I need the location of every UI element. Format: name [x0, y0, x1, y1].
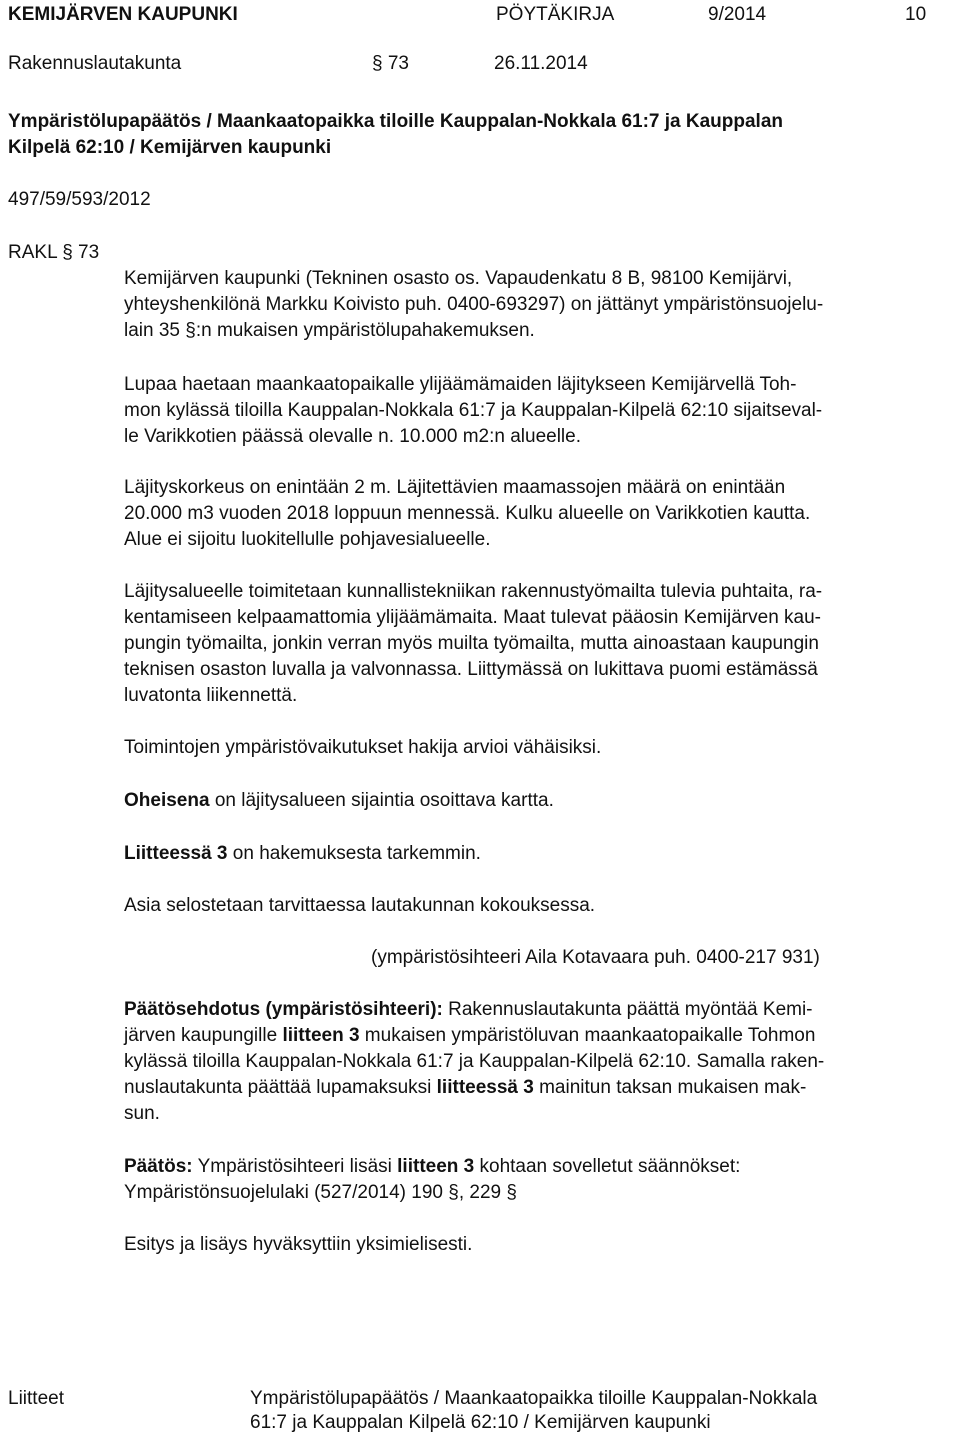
org-name: KEMIJÄRVEN KAUPUNKI: [8, 4, 238, 25]
decision-line: [124, 1154, 740, 1180]
bold-term: liitteessä 3: [436, 1077, 534, 1098]
body-text-line: Läjityskorkeus on enintään 2 m. Läjitettävien maamassojen määrä on enintään: [124, 477, 786, 498]
document-number: 9/2014: [708, 4, 767, 25]
contact-info: (ympäristösihteeri Aila Kotavaara puh. 0400-217 931): [371, 947, 820, 968]
attachment-line: 61:7 ja Kauppalan Kilpelä 62:10 / Kemijärven kaupunki: [250, 1412, 711, 1433]
body-text: on läjitysalueen sijaintia osoittava kartta.: [209, 790, 554, 811]
record-number: 497/59/593/2012: [8, 189, 151, 210]
meeting-date: 26.11.2014: [494, 53, 588, 74]
body-text: mainitun taksan mukaisen mak-: [533, 1077, 807, 1098]
document-type: PÖYTÄKIRJA: [496, 4, 615, 25]
body-text-line: pungin työmailta, jonkin verran myös muilta työmailta, mutta ainoastaan kaupungin: [124, 633, 819, 654]
body-text-line: Toimintojen ympäristövaikutukset hakija arvioi vähäisiksi.: [124, 737, 602, 758]
proposal-label: Päätösehdotus (ympäristösihteeri):: [124, 999, 443, 1020]
bold-term: Liitteessä 3: [124, 843, 228, 864]
body-text-line: Asia selostetaan tarvittaessa lautakunnan kokouksessa.: [124, 895, 596, 916]
page-number: 10: [905, 4, 927, 25]
bold-term: liitteen 3: [282, 1025, 360, 1046]
body-text-line: teknisen osaston luvalla ja valvonnassa. Liittymässä on lukittava puomi estämässä: [124, 659, 818, 680]
body-text-line: Kemijärven kaupunki (Tekninen osasto os. Vapaudenkatu 8 B, 98100 Kemijärvi,: [124, 268, 793, 289]
proposal-line: sun.: [124, 1103, 160, 1124]
body-text-line: le Varikkotien päässä olevalle n. 10.000 m2:n alueelle.: [124, 426, 581, 447]
body-text-line: 20.000 m3 vuoden 2018 loppuun mennessä. Kulku alueelle on Varikkotien kautta.: [124, 503, 811, 524]
decision-label: Päätös:: [124, 1156, 193, 1177]
rakl-label: RAKL § 73: [8, 242, 100, 263]
board-name: Rakennuslautakunta: [8, 53, 182, 74]
map-attachment-note: [124, 788, 554, 814]
body-text-line: Lupaa haetaan maankaatopaikalle ylijäämämaiden läjitykseen Kemijärvellä Toh-: [124, 374, 797, 395]
body-text: Ympäristösihteeri lisäsi: [192, 1156, 398, 1177]
body-text-line: luvatonta liikennettä.: [124, 685, 298, 706]
attachments-label: Liitteet: [8, 1388, 64, 1409]
body-text-line: Läjitysalueelle toimitetaan kunnallistekniikan rakennustyömailta tulevia puhtaita, ra-: [124, 581, 823, 602]
section-number: § 73: [372, 53, 409, 74]
body-text: nuslautakunta päättää lupamaksuksi: [124, 1077, 437, 1098]
body-text: järven kaupungille: [124, 1025, 283, 1046]
body-text-line: kentamiseen kelpaamattomia ylijäämämaita. Maat tulevat pääosin Kemijärven kau-: [124, 607, 822, 628]
body-text-line: mon kylässä tiloilla Kauppalan-Nokkala 61:7 ja Kauppalan-Kilpelä 62:10 sijaitseval-: [124, 400, 823, 421]
body-text-line: Alue ei sijoitu luokitellulle pohjavesialueelle.: [124, 529, 491, 550]
body-text: Rakennuslautakunta päättä myöntää Kemi-: [442, 999, 813, 1020]
proposal-line: kylässä tiloilla Kauppalan-Nokkala 61:7 ja Kauppalan-Kilpelä 62:10. Samalla raken-: [124, 1051, 825, 1072]
proposal-line: [124, 997, 813, 1023]
proposal-line: [124, 1075, 806, 1101]
body-text: kohtaan sovelletut säännökset:: [474, 1156, 741, 1177]
body-text-line: lain 35 §:n mukaisen ympäristölupahakemuksen.: [124, 320, 535, 341]
case-title-line: Kilpelä 62:10 / Kemijärven kaupunki: [8, 137, 332, 158]
decision-line: Esitys ja lisäys hyväksyttiin yksimielisesti.: [124, 1234, 473, 1255]
proposal-line: [124, 1023, 815, 1049]
appendix-note: [124, 841, 481, 867]
body-text: on hakemuksesta tarkemmin.: [227, 843, 481, 864]
body-text: mukaisen ympäristöluvan maankaatopaikalle Tohmon: [359, 1025, 816, 1046]
body-text-line: yhteyshenkilönä Markku Koivisto puh. 0400-693297) on jättänyt ympäristönsuojelu-: [124, 294, 824, 315]
case-title-line: Ympäristölupapäätös / Maankaatopaikka tiloille Kauppalan-Nokkala 61:7 ja Kauppalan: [8, 111, 784, 132]
bold-term: Oheisena: [124, 790, 210, 811]
attachment-line: Ympäristölupapäätös / Maankaatopaikka tiloille Kauppalan-Nokkala: [250, 1388, 818, 1409]
bold-term: liitteen 3: [397, 1156, 475, 1177]
decision-line: Ympäristönsuojelulaki (527/2014) 190 §, 229 §: [124, 1182, 517, 1203]
